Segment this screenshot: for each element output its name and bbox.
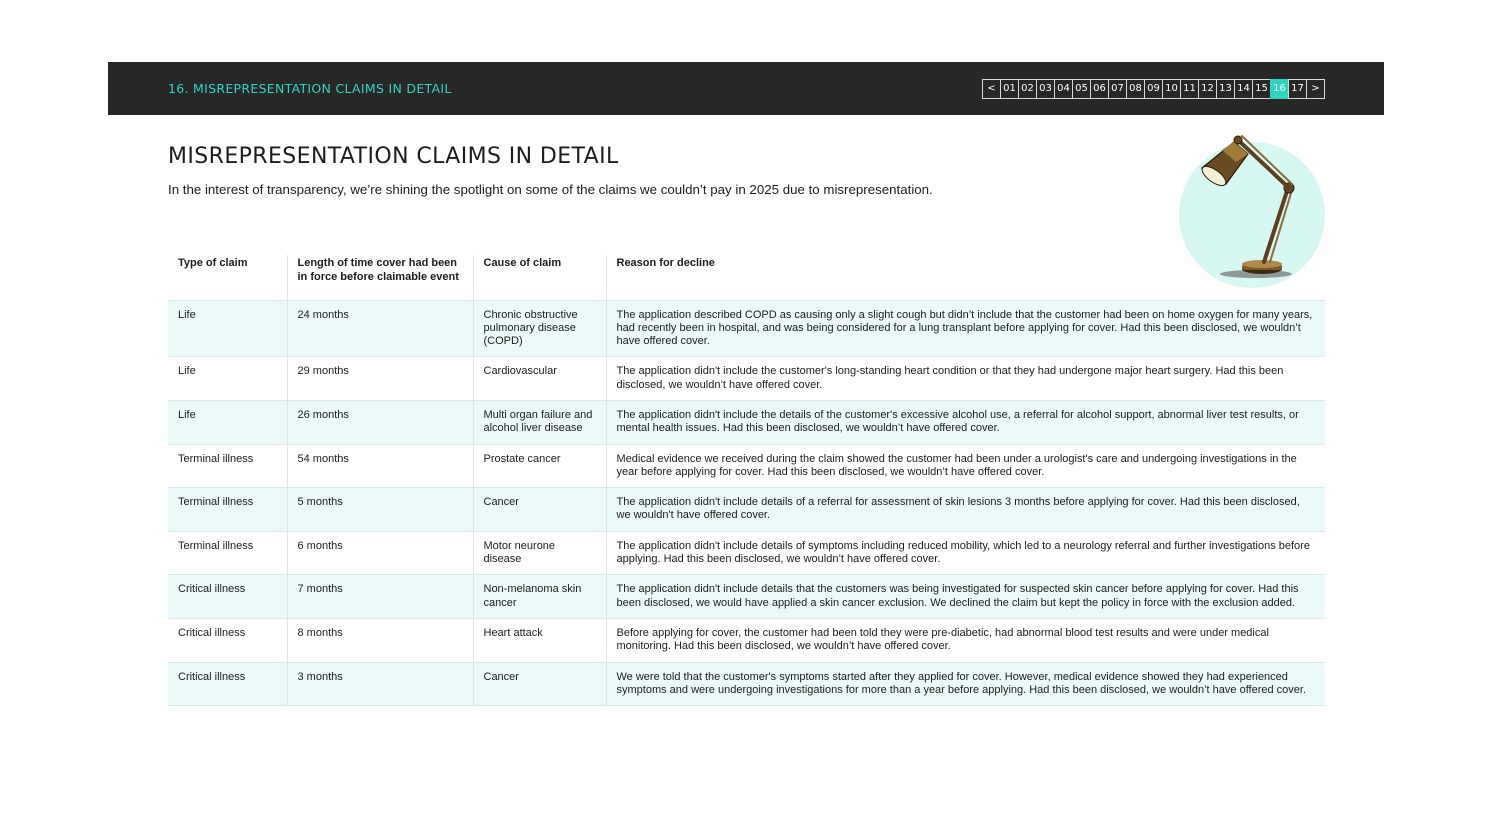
cell-type-of-claim: Life [168,400,287,444]
table-row [168,488,1325,532]
pager-page-10[interactable]: 10 [1162,79,1181,99]
cell-length-of-time: 26 months [287,400,473,444]
cell-type-of-claim: Life [168,300,287,357]
intro-text: In the interest of transparency, we’re shining the spotlight on some of the claims we couldn’t pay in 2025 due to misrepresentation. [168,182,933,197]
header-reason-for-decline: Reason for decline [616,257,715,269]
cell-cause-of-claim: Chronic obstructive pulmonary disease (COPD) [473,300,606,357]
cell-reason-for-decline: The application didn't include details of a referral for assessment of skin lesions 3 months before applying for cover. Had this been disclosed, we wouldn't have offered cover. [606,488,1325,532]
table-row [168,662,1325,706]
pager-page-08[interactable]: 08 [1126,79,1145,99]
section-header-bar [108,62,1384,115]
cell-length-of-time: 8 months [287,618,473,662]
pager-page-01[interactable]: 01 [1000,79,1019,99]
header-length-of-time: Length of time cover had been in force before claimable event [287,255,473,300]
page-title: MISREPRESENTATION CLAIMS IN DETAIL [168,144,619,169]
cell-type-of-claim: Critical illness [168,662,287,706]
table-header-row [168,255,1325,300]
cell-reason-for-decline: The application didn't include details that the customers was being investigated for suspected skin cancer before applying for cover. Had this been disclosed, we would have applied a skin cancer exclusion. We declined the claim but kept the policy in force with the exclusion added. [606,575,1325,619]
cell-cause-of-claim: Motor neurone disease [473,531,606,575]
header-type-of-claim: Type of claim [168,255,287,300]
claims-table [168,255,1325,706]
pager-page-02[interactable]: 02 [1018,79,1037,99]
table-row [168,357,1325,401]
cell-length-of-time: 24 months [287,300,473,357]
header-cause-of-claim: Cause of claim [473,255,606,300]
cell-type-of-claim: Terminal illness [168,531,287,575]
table-row [168,531,1325,575]
pager-page-09[interactable]: 09 [1144,79,1163,99]
section-title: 16. MISREPRESENTATION CLAIMS IN DETAIL [168,81,452,96]
cell-cause-of-claim: Prostate cancer [473,444,606,488]
pager-page-13[interactable]: 13 [1216,79,1235,99]
pager-page-06[interactable]: 06 [1090,79,1109,99]
pager-page-07[interactable]: 07 [1108,79,1127,99]
pager-page-15[interactable]: 15 [1252,79,1271,99]
pager-page-16[interactable]: 16 [1270,79,1289,99]
cell-cause-of-claim: Multi organ failure and alcohol liver disease [473,400,606,444]
cell-cause-of-claim: Non-melanoma skin cancer [473,575,606,619]
cell-cause-of-claim: Heart attack [473,618,606,662]
pager-page-17[interactable]: 17 [1288,79,1307,99]
cell-cause-of-claim: Cancer [473,662,606,706]
table-row [168,575,1325,619]
pager-next-button[interactable]: > [1306,79,1325,99]
pager-page-12[interactable]: 12 [1198,79,1217,99]
cell-reason-for-decline: The application didn't include the details of the customer's excessive alcohol use, a referral for alcohol support, abnormal liver test results, or mental health issues. Had this been disclosed, we wouldn’t have offered cover. [606,400,1325,444]
pager-page-03[interactable]: 03 [1036,79,1055,99]
cell-length-of-time: 54 months [287,444,473,488]
cell-reason-for-decline: Before applying for cover, the customer had been told they were pre-diabetic, had abnormal blood test results and were under medical monitoring. Had this been disclosed, we wouldn’t have offered cover. [606,618,1325,662]
cell-reason-for-decline: The application described COPD as causing only a slight cough but didn’t include that the customer had been on home oxygen for many years, had recently been in hospital, and was being considered for a lung transplant before applying for cover. Had this been disclosed, we wouldn’t have offered cover. [606,300,1325,357]
cell-reason-for-decline: The application didn't include the customer's long-standing heart condition or that they had undergone major heart surgery. Had this been disclosed, we wouldn’t have offered cover. [606,357,1325,401]
cell-reason-for-decline: Medical evidence we received during the claim showed the customer had been under a urologist's care and undergoing investigations in the year before applying for cover. Had this been disclosed, we wouldn’t have offered cover. [606,444,1325,488]
table-row [168,618,1325,662]
cell-type-of-claim: Life [168,357,287,401]
cell-length-of-time: 6 months [287,531,473,575]
cell-length-of-time: 3 months [287,662,473,706]
cell-cause-of-claim: Cancer [473,488,606,532]
cell-length-of-time: 5 months [287,488,473,532]
pager-prev-button[interactable]: < [982,79,1001,99]
cell-reason-for-decline: The application didn't include details of symptoms including reduced mobility, which led to a neurology referral and further investigations before applying. Had this been disclosed, we wouldn’t have offered cover. [606,531,1325,575]
cell-type-of-claim: Terminal illness [168,488,287,532]
cell-type-of-claim: Critical illness [168,618,287,662]
pager-page-04[interactable]: 04 [1054,79,1073,99]
cell-cause-of-claim: Cardiovascular [473,357,606,401]
cell-length-of-time: 7 months [287,575,473,619]
table-row [168,300,1325,357]
pager-page-11[interactable]: 11 [1180,79,1199,99]
cell-length-of-time: 29 months [287,357,473,401]
page-pager [983,79,1325,99]
cell-type-of-claim: Terminal illness [168,444,287,488]
cell-type-of-claim: Critical illness [168,575,287,619]
cell-reason-for-decline: We were told that the customer's symptoms started after they applied for cover. However, medical evidence showed they had experienced symptoms and were undergoing investigations for more than a year before applying. Had this been disclosed, we wouldn’t have offered cover. [606,662,1325,706]
table-row [168,400,1325,444]
pager-page-14[interactable]: 14 [1234,79,1253,99]
pager-page-05[interactable]: 05 [1072,79,1091,99]
table-row [168,444,1325,488]
